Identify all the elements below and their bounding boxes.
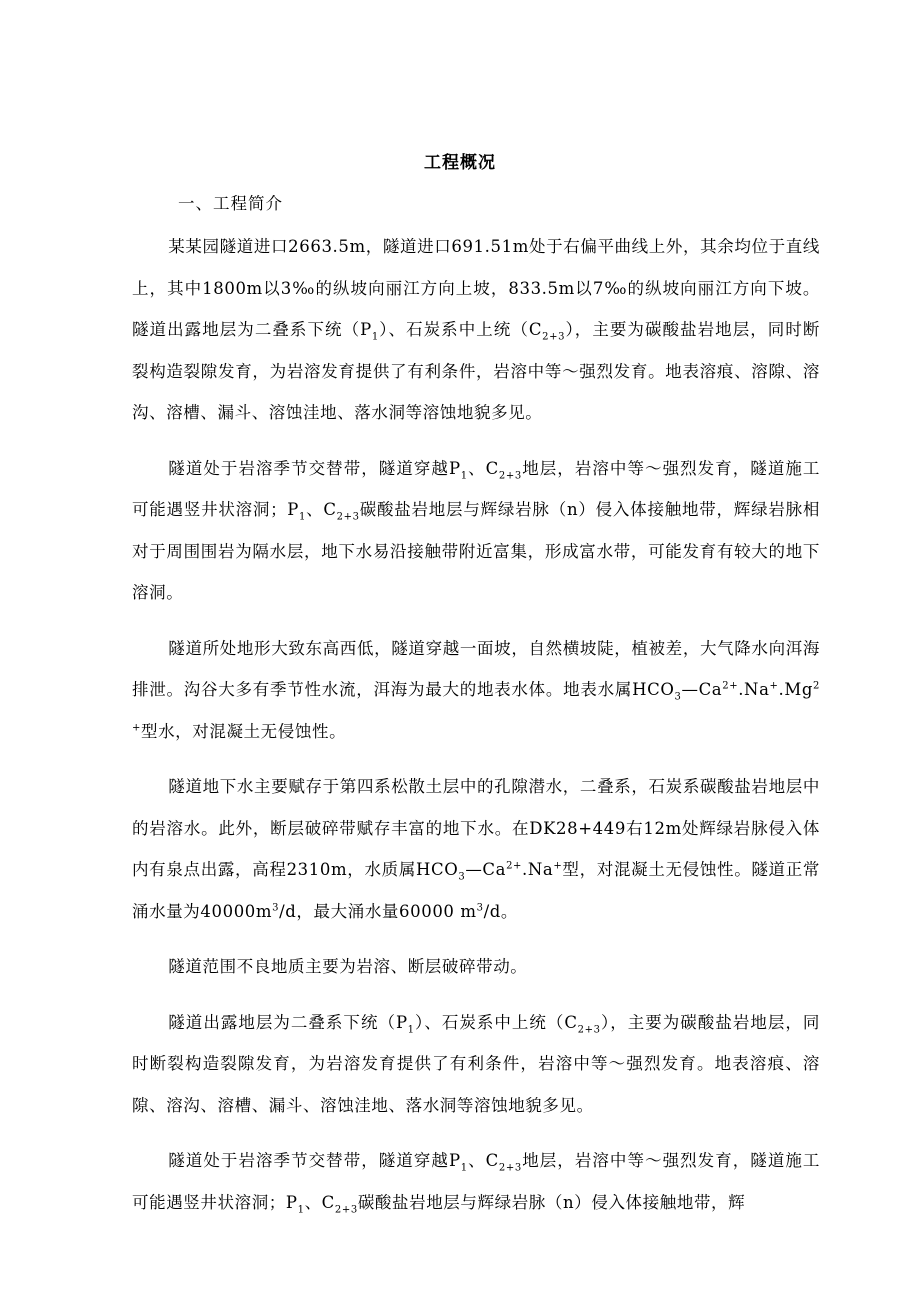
paragraph: 隧道处于岩溶季节交替带，隧道穿越$P_1$、$C_{2+3}$地层，岩溶中等～强烈发育，隧道施工可能遇竖井状溶洞；$P_1$、$C_{2+3}$碳酸盐岩地层与辉绿岩脉（n）侵入体接触地带，辉绿岩脉相对于周围围岩为隔水层，地下水易沿接触带附近富集，形成富水带，可能发育有较大的地下溶洞。 — [132, 458, 821, 602]
paragraph: 隧道处于岩溶季节交替带，隧道穿越$P_1$、$C_{2+3}$地层，岩溶中等～强烈发育，隧道施工可能遇竖井状溶洞；$P_1$、$C_{2+3}$碳酸盐岩地层与辉绿岩脉（n）侵入体接触地带，辉 — [132, 1151, 821, 1215]
paragraph: 隧道出露地层为二叠系下统$(P_1)$、石炭系中上统$(C_{2+3})$，主要为碳酸盐岩地层，同时断裂构造裂隙发育，为岩溶发育提供了有利条件，岩溶中等～强烈发育。地表溶痕、溶隙、溶沟、溶槽、漏斗、溶蚀洼地、落水洞等溶蚀地貌多见。 — [132, 1012, 820, 1115]
document-title: 工程概况 — [424, 153, 496, 173]
document-body — [132, 226, 820, 1237]
paragraph: 某某园隧道进口2663.5m，隧道进口691.51m处于右偏平曲线上外，其余均位于直线上，其中1800m以3‰的纵坡向丽江方向上坡，833.5m以7‰的纵坡向丽江方向下坡。隧道出露地层为二叠系下统$(P_1)$、石炭系中上统$(C_{2+3})$，主要为碳酸盐岩地层，同时断裂构造裂隙发育，为岩溶发育提供了有利条件，岩溶中等～强烈发育。地表溶痕、溶隙、溶沟、溶槽、漏斗、溶蚀洼地、落水洞等溶蚀地貌多见。 — [132, 237, 821, 422]
paragraph: 隧道所处地形大致东高西低，隧道穿越一面坡，自然横坡陡，植被差，大气降水向洱海排泄。沟谷大多有季节性水流，洱海为最大的地表水体。地表水属$HCO_3—Ca^{2+}.Na^+.Mg^{2+}$型水，对混凝土无侵蚀性。 — [132, 638, 820, 741]
paragraph: 隧道范围不良地质主要为岩溶、断层破碎带动。 — [168, 957, 528, 976]
section-heading: 一、工程简介 — [178, 194, 283, 213]
paragraph: 隧道地下水主要赋存于第四系松散土层中的孔隙潜水，二叠系，石炭系碳酸盐岩地层中的岩溶水。此外，断层破碎带赋存丰富的地下水。在DK28+449右12m处辉绿岩脉侵入体内有泉点出露，高程2310m，水质属$HCO_3—Ca^{2+}.Na^+$型，对混凝土无侵蚀性。隧道正常涌水量为$40000m^3/d$，最大涌水量60000 $m^3/d$。 — [132, 777, 821, 921]
